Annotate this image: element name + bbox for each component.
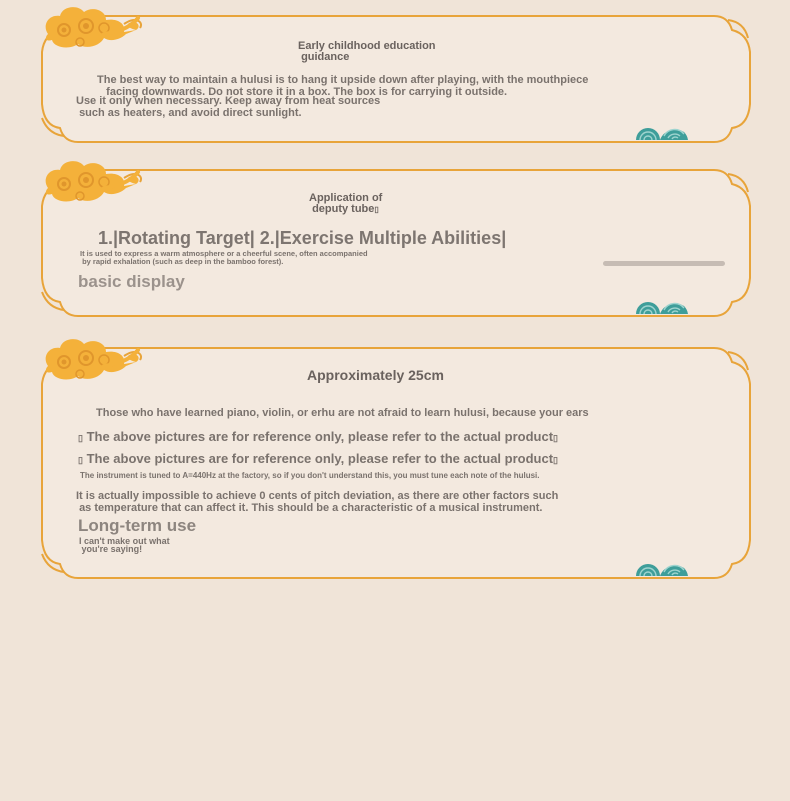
missing-glyph: ▯ <box>553 455 558 465</box>
panel-title: Approximately 25cm <box>307 367 444 383</box>
storage-text <box>76 96 380 119</box>
learning-note: Those who have learned piano, violin, or erhu are not afraid to learn hulusi, because your ears <box>96 407 589 419</box>
text-line: by rapid exhalation (such as deep in the bamboo forest). <box>82 257 284 266</box>
text-line: It is actually impossible to achieve 0 cents of pitch deviation, as there are other factors such <box>76 490 559 502</box>
panel-title <box>298 41 436 63</box>
text-line: you're saying! <box>81 544 143 554</box>
missing-glyph: ▯ <box>553 433 558 443</box>
audio-waveform <box>603 261 725 266</box>
sea-wave-icon <box>634 288 694 318</box>
panel-title-line: Early childhood education <box>298 40 436 52</box>
speech-bubble-text <box>79 537 170 553</box>
missing-glyph: ▯ <box>374 205 379 214</box>
text-line: such as heaters, and avoid direct sunlight. <box>79 106 302 119</box>
feature-headline: 1.|Rotating Target| 2.|Exercise Multiple Abilities| <box>98 228 507 248</box>
usage-note <box>80 250 368 266</box>
text-line: It is used to express a warm atmosphere or a cheerful scene, often accompanied <box>80 249 368 258</box>
missing-glyph: ▯ <box>78 455 83 465</box>
auspicious-cloud-icon <box>40 4 144 52</box>
reference-note <box>78 429 558 444</box>
panel-title-line: guidance <box>301 51 350 63</box>
panel-title <box>309 193 382 215</box>
deputy-tube-panel <box>38 162 754 322</box>
text-line: facing downwards. Do not store it in a box. The box is for carrying it outside. <box>106 85 508 98</box>
text-line: Use it only when necessary. Keep away from heat sources <box>76 95 381 107</box>
basic-display-label: basic display <box>78 272 185 291</box>
sea-wave-icon <box>634 550 694 580</box>
size-panel <box>38 340 754 584</box>
tuning-note: The instrument is tuned to A=440Hz at the factory, so if you don't understand this, you must tune each note of the hulusi. <box>80 471 540 480</box>
long-term-use-label: Long-term use <box>78 516 197 535</box>
panel-title-line: deputy tube <box>312 203 375 215</box>
maintenance-panel <box>38 8 754 148</box>
text-line: The best way to maintain a hulusi is to hang it upside down after playing, with the mouthpiece <box>97 74 589 86</box>
pitch-note <box>76 491 558 514</box>
text-line: I can't make out what <box>79 536 170 546</box>
text-line: The above pictures are for reference only, please refer to the actual product <box>86 429 554 444</box>
missing-glyph: ▯ <box>78 433 83 443</box>
auspicious-cloud-icon <box>40 336 144 384</box>
panel-title-line: Application of <box>309 192 383 204</box>
sea-wave-icon <box>634 114 694 144</box>
text-line: The above pictures are for reference only, please refer to the actual product <box>86 451 554 466</box>
reference-note <box>78 451 558 466</box>
auspicious-cloud-icon <box>40 158 144 206</box>
text-line: as temperature that can affect it. This should be a characteristic of a musical instrument. <box>79 501 543 514</box>
